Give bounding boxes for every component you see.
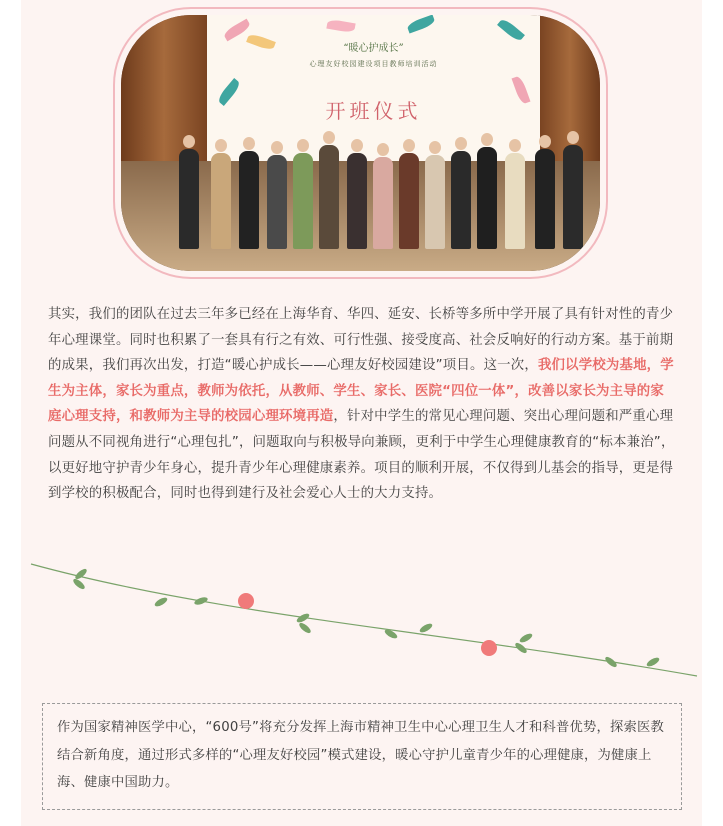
banner-subtitle-top: “暖心护成长”: [343, 43, 404, 54]
banner-subtitle: 心理友好校园建设项目教师培训活动: [309, 60, 438, 68]
article-paragraph: [48, 302, 676, 507]
paragraph-highlight: 我们以学校为基地，学生为主体，家长为重点，教师为依托，从教师、学生、家长、医院“四位一体”，改善以家长为主导的家庭心理支持，和教师为主导的校园心理环境再造: [48, 358, 674, 425]
closing-box: [42, 703, 682, 810]
vine-decoration: [21, 556, 702, 686]
paragraph-text-1: 其实，我们的团队在过去三年多已经在上海华育、华四、延安、长桥等多所中学开展了具有针对性的青少年心理课堂。同时也积累了一套具有行之有效、可行性强、接受度高、社会反响好的行动方案。基于前期的成果，我们再次出发，打造“暖心护成长——心理友好校园建设”项目。这一次，: [48, 307, 674, 374]
article-page: [21, 0, 702, 826]
event-photo: [121, 15, 600, 271]
closing-text: 作为国家精神医学中心，“600号”将充分发挥上海市精神卫生中心心理卫生人才和科普优势，探索医教结合新角度，通过形式多样的“心理友好校园”模式建设，暖心守护儿童青少年的心理健康，为健康上海、健康中国助力。: [57, 720, 665, 790]
paragraph-text-2: ，针对中学生的常见心理问题、突出心理问题和严重心理问题从不同视角进行“心理包扎”，问题取向与积极导向兼顾，更利于中学生心理健康教育的“标本兼治”，以更好地守护青少年身心，提升青少年心理健康素养。项目的顺利开展，不仅得到儿基会的指导，更是得到学校的积极配合，同时也得到建行及社会爱心人士的大力支持。: [48, 409, 675, 502]
banner-title: 开班仪式: [325, 99, 422, 123]
